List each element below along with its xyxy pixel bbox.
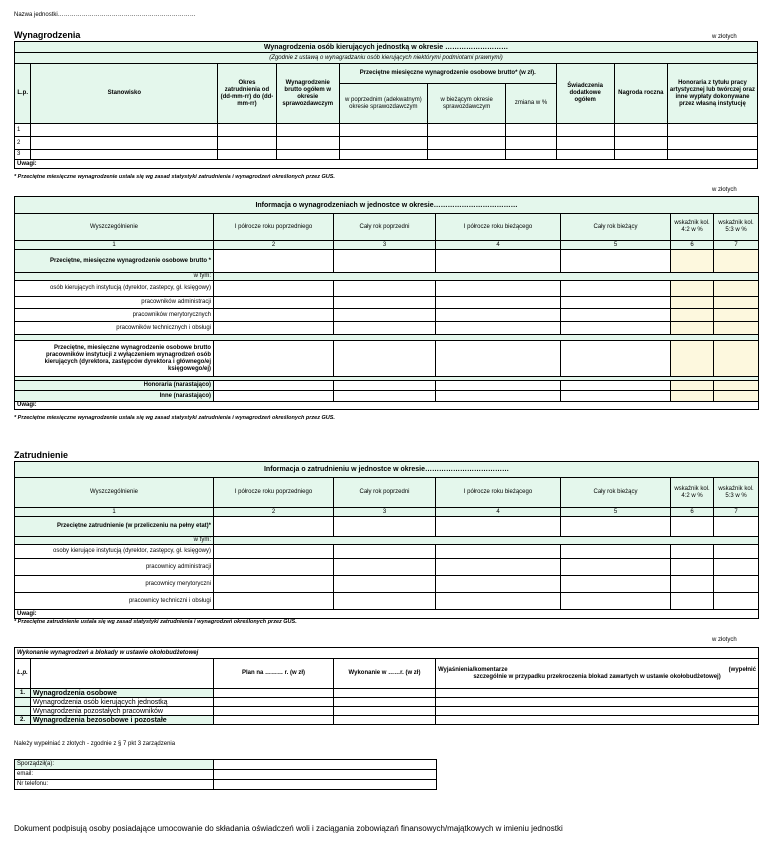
cell-input[interactable] [561, 559, 671, 576]
row-label: Wynagrodzenia bezosobowe i pozostałe [31, 716, 214, 725]
section-title-salaries: Wynagrodzenia [14, 30, 81, 40]
computed-cell [671, 309, 714, 322]
table-row [15, 381, 759, 391]
table-row [15, 517, 759, 537]
cell-input[interactable] [436, 517, 561, 537]
table-row [15, 559, 759, 576]
col-year-prev: Cały rok poprzedni [334, 478, 436, 508]
col-lp: L.p. [15, 659, 31, 689]
cell-input[interactable] [436, 698, 759, 707]
email-label: email: [15, 770, 214, 780]
table-subtitle: (Zgodnie z ustawą o wynagradzaniu osób kierujących niektórymi podmiotami prawnymi) [15, 53, 758, 64]
cell-input[interactable] [334, 559, 436, 576]
computed-cell [671, 593, 714, 610]
footnote: * Przeciętne miesięczne wynagrodzenie ustala się wg zasad statystyki zatrudnienia i wynagrodzeń określonych przez GUS. [14, 174, 335, 180]
computed-cell [714, 322, 759, 335]
computed-cell [714, 281, 759, 297]
footnote: * Przeciętne miesięczne wynagrodzenie ustala się wg zasad statystyki zatrudnienia i wynagrodzeń określonych przez GUS. [14, 415, 335, 421]
remarks-field[interactable]: Uwagi: [15, 610, 759, 619]
table-title: Wykonanie wynagrodzeń a blokady w ustawie okołobudżetowej [15, 648, 759, 659]
table-row [15, 297, 759, 309]
cell-input[interactable] [339, 124, 427, 137]
phone-label: Nr telefonu: [15, 780, 214, 790]
col-number: 3 [334, 241, 436, 250]
cell-input[interactable] [436, 707, 759, 716]
col-fees: Honoraria z tytułu pracy artystycznej lub twórczej oraz inne wypłaty dokonywane przez własną instytucję [667, 64, 757, 124]
cell-input[interactable] [556, 124, 614, 137]
cell-input[interactable] [214, 559, 334, 576]
budget-execution-table [14, 647, 759, 725]
col-number: 6 [671, 508, 714, 517]
cell-input[interactable] [506, 124, 556, 137]
cell-input[interactable] [561, 545, 671, 559]
computed-cell [671, 576, 714, 593]
cell-input[interactable] [214, 381, 334, 391]
col-award: Nagroda roczna [614, 64, 667, 124]
row-label: Przeciętne zatrudnienie (w przeliczeniu na pełny etat)* [15, 517, 214, 537]
col-number: 1 [15, 241, 214, 250]
column-numbers [15, 508, 759, 517]
unit-name: Nazwa jednostki…………………………………………………………… [14, 12, 196, 18]
cell-input[interactable] [561, 381, 671, 391]
remarks-field[interactable]: Uwagi: [15, 160, 758, 169]
cell-input[interactable] [561, 593, 671, 610]
col-index-2: wskaźnik kol. 5:3 w % [714, 214, 759, 241]
cell-input[interactable] [214, 593, 334, 610]
col-number: 6 [671, 241, 714, 250]
table-row [15, 322, 759, 335]
cell-input[interactable] [218, 150, 276, 160]
cell-input[interactable] [334, 517, 436, 537]
computed-cell [671, 322, 714, 335]
cell-input[interactable] [334, 281, 436, 297]
col-h1-prev: I półrocze roku poprzedniego [214, 214, 334, 241]
cell-input[interactable] [276, 124, 339, 137]
col-exec: Wykonanie w ……r. (w zł) [334, 659, 436, 689]
col-number: 5 [561, 241, 671, 250]
footer-note: Dokument podpisują osoby posiadające umocowanie do składania oświadczeń woli i zaciągania zobowiązań finansowych/majątkowych w imieniu jednostki [14, 824, 563, 833]
cell-input[interactable] [436, 309, 561, 322]
cell-input[interactable] [334, 689, 436, 698]
cell-input[interactable] [506, 150, 556, 160]
col-number: 7 [714, 508, 759, 517]
col-number: 3 [334, 508, 436, 517]
col-lp: L.p. [15, 64, 31, 124]
row-label: w tym: [15, 537, 214, 545]
cell-input[interactable] [214, 517, 334, 537]
employment-info-table [14, 461, 759, 619]
row-label: pracowników technicznych i obsługi [15, 322, 214, 335]
cell-input[interactable] [667, 150, 757, 160]
cell-input[interactable] [561, 576, 671, 593]
row-number [15, 707, 31, 716]
table-row [15, 341, 759, 377]
cell-input[interactable] [561, 341, 671, 377]
row-number: 3 [15, 150, 31, 160]
cell-input[interactable] [561, 297, 671, 309]
computed-cell [671, 281, 714, 297]
cell-input[interactable] [561, 281, 671, 297]
row-label: osób kierujących instytucją (dyrektor, zastepcy, gł. księgowy) [15, 281, 214, 297]
table-row [15, 309, 759, 322]
cell-input[interactable] [31, 124, 218, 137]
table-row [15, 698, 759, 707]
computed-cell [714, 391, 759, 402]
table-row [15, 707, 759, 716]
cell-input[interactable] [436, 593, 561, 610]
cell-input[interactable] [339, 150, 427, 160]
cell-input[interactable] [614, 124, 667, 137]
col-h1-prev: I półrocze roku poprzedniego [214, 478, 334, 508]
col-avg-group: Przeciętne miesięczne wynagrodzenie osobowe brutto* (w zł). [339, 64, 556, 84]
col-index-1: wskaźnik kol. 4:2 w % [671, 214, 714, 241]
table-title: Wynagrodzenia osób kierujących jednostką w okresie ……………………… [15, 42, 758, 53]
cell-input[interactable] [214, 707, 334, 716]
col-explanations-label: Wyjaśnienia/komentarze [438, 666, 508, 673]
computed-cell [714, 250, 759, 273]
cell-input[interactable] [276, 137, 339, 150]
managers-salary-table [14, 41, 758, 169]
cell-input[interactable] [436, 689, 759, 698]
column-numbers [15, 241, 759, 250]
computed-cell [714, 297, 759, 309]
col-period: Okres zatrudnienia od (dd-mm-rr) do (dd-mm-rr) [218, 64, 276, 124]
cell-input[interactable] [334, 381, 436, 391]
col-explanations [436, 659, 759, 689]
cell-input[interactable] [561, 391, 671, 402]
computed-cell [714, 517, 759, 537]
cell-input[interactable] [667, 137, 757, 150]
unit-label: w złotych [712, 187, 737, 193]
col-number: 2 [214, 241, 334, 250]
cell-input[interactable] [214, 341, 334, 377]
cell-input[interactable] [214, 698, 334, 707]
col-change: zmiana w % [506, 84, 556, 124]
prepared-by-field[interactable] [214, 760, 437, 770]
fill-note: Należy wypełniać z złotych - zgodnie z § 7 pkt 3 zarządzenia [14, 741, 176, 747]
table-row [15, 545, 759, 559]
cell-input[interactable] [436, 322, 561, 335]
contact-table [14, 759, 437, 790]
cell-input[interactable] [436, 545, 561, 559]
cell-input[interactable] [427, 137, 506, 150]
row-number: 1. [15, 689, 31, 698]
cell-input[interactable] [214, 309, 334, 322]
unit-label: w złotych [712, 637, 737, 643]
table-row [15, 250, 759, 273]
col-number: 4 [436, 241, 561, 250]
col-plan: Plan na ……… r. (w zł) [214, 659, 334, 689]
cell-input[interactable] [214, 689, 334, 698]
col-number: 5 [561, 508, 671, 517]
computed-cell [671, 250, 714, 273]
cell-input[interactable] [334, 576, 436, 593]
cell-input[interactable] [334, 593, 436, 610]
computed-cell [671, 391, 714, 402]
remarks-field[interactable]: Uwagi: [15, 402, 759, 410]
computed-cell [671, 381, 714, 391]
cell-input[interactable] [436, 250, 561, 273]
cell-input[interactable] [561, 322, 671, 335]
col-spec: Wyszczególnienie [15, 214, 214, 241]
col-year-curr: Cały rok bieżący [561, 214, 671, 241]
cell-input[interactable] [436, 559, 561, 576]
cell-input[interactable] [436, 716, 759, 725]
phone-field[interactable] [214, 780, 437, 790]
cell-input[interactable] [334, 297, 436, 309]
cell-input[interactable] [31, 137, 218, 150]
blank-header [31, 659, 214, 689]
cell-input[interactable] [561, 250, 671, 273]
cell-input[interactable] [214, 716, 334, 725]
col-year-prev: Cały rok poprzedni [334, 214, 436, 241]
row-label: pracownicy techniczni i obsługi [15, 593, 214, 610]
cell-input[interactable] [339, 137, 427, 150]
cell-input[interactable] [427, 124, 506, 137]
table-row [15, 593, 759, 610]
cell-input[interactable] [214, 250, 334, 273]
row-number: 2. [15, 716, 31, 725]
col-index-1: wskaźnik kol. 4:2 w % [671, 478, 714, 508]
cell-input[interactable] [334, 698, 436, 707]
table-row [15, 716, 759, 725]
row-label: osoby kierujące instytucją (dyrektor, zastępcy, gł. księgowy) [15, 545, 214, 559]
col-h1-curr: I półrocze roku bieżącego [436, 478, 561, 508]
col-avg-curr: w bieżącym okresie sprawozdawczym [427, 84, 506, 124]
cell-input[interactable] [427, 150, 506, 160]
row-number: 2 [15, 137, 31, 150]
cell-input[interactable] [436, 341, 561, 377]
col-number: 1 [15, 508, 214, 517]
email-field[interactable] [214, 770, 437, 780]
computed-cell [714, 341, 759, 377]
row-number: 1 [15, 124, 31, 137]
cell-input[interactable] [214, 391, 334, 402]
row-label: Wynagrodzenia osób kierujących jednostką [31, 698, 214, 707]
cell-input[interactable] [334, 545, 436, 559]
cell-input[interactable] [214, 281, 334, 297]
row-label: pracownicy merytoryczni [15, 576, 214, 593]
cell-input[interactable] [436, 576, 561, 593]
row-label: Wynagrodzenia pozostałych pracowników [31, 707, 214, 716]
col-position: Stanowisko [31, 64, 218, 124]
cell-input[interactable] [506, 137, 556, 150]
col-number: 7 [714, 241, 759, 250]
table-row [15, 281, 759, 297]
computed-cell [671, 559, 714, 576]
row-label: Przeciętne, miesięczne wynagrodzenie osobowe brutto pracowników instytucji z wyłączeniem wynagrodzeń osób kierujących (dyrektora, zastępców dyrektora i głównego/ej księgowego/ej) [15, 341, 214, 377]
computed-cell [671, 297, 714, 309]
computed-cell [714, 545, 759, 559]
cell-input[interactable] [436, 281, 561, 297]
row-label: Wynagrodzenia osobowe [31, 689, 214, 698]
footnote: * Przeciętne zatrudnienie ustala się wg zasad statystyki zatrudnienia i wynagrodzeń określonych przez GUS. [14, 619, 297, 625]
computed-cell [671, 517, 714, 537]
col-explanations-label: szczególnie w przypadku przekroczenia blokad zawartych w ustawie okołobudżetowej) [473, 673, 721, 680]
table-title: Informacja o zatrudnieniu w jednostce w okresie……………………………… [15, 462, 759, 478]
row-label: w tym: [15, 273, 214, 281]
cell-input[interactable] [334, 716, 436, 725]
computed-cell [714, 593, 759, 610]
prepared-by-label: Sporządził(a): [15, 760, 214, 770]
cell-input[interactable] [214, 297, 334, 309]
cell-input[interactable] [214, 576, 334, 593]
cell-input[interactable] [614, 150, 667, 160]
row-label: pracowników administracji [15, 297, 214, 309]
row-label: Przeciętne, miesięczne wynagrodzenie osobowe brutto * [15, 250, 214, 273]
salary-info-table [14, 196, 759, 410]
cell-input[interactable] [214, 545, 334, 559]
cell-input[interactable] [667, 124, 757, 137]
cell-input[interactable] [561, 309, 671, 322]
table-title: Informacja o wynagrodzeniach w jednostce w okresie……………………………… [15, 197, 759, 214]
cell-input[interactable] [556, 137, 614, 150]
cell-input[interactable] [436, 381, 561, 391]
section-title-employment: Zatrudnienie [14, 450, 69, 460]
computed-cell [714, 576, 759, 593]
computed-cell [671, 545, 714, 559]
spacer-cell [214, 273, 759, 281]
table-row [15, 124, 758, 137]
row-label: pracownicy administracji [15, 559, 214, 576]
table-row [15, 391, 759, 402]
unit-label: w złotych [712, 34, 737, 40]
cell-input[interactable] [218, 124, 276, 137]
cell-input[interactable] [218, 137, 276, 150]
table-row [15, 137, 758, 150]
col-gross: Wynagrodzenie brutto ogółem w okresie sprawozdawczym [276, 64, 339, 124]
cell-input[interactable] [334, 341, 436, 377]
col-year-curr: Cały rok bieżący [561, 478, 671, 508]
table-row [15, 576, 759, 593]
cell-input[interactable] [334, 707, 436, 716]
cell-input[interactable] [31, 150, 218, 160]
cell-input[interactable] [436, 297, 561, 309]
computed-cell [671, 341, 714, 377]
computed-cell [714, 559, 759, 576]
cell-input[interactable] [334, 309, 436, 322]
cell-input[interactable] [556, 150, 614, 160]
table-row [15, 689, 759, 698]
row-label: Inne (narastająco) [15, 391, 214, 402]
cell-input[interactable] [214, 322, 334, 335]
table-row [15, 150, 758, 160]
cell-input[interactable] [334, 250, 436, 273]
cell-input[interactable] [561, 517, 671, 537]
row-label: Honoraria (narastająco) [15, 381, 214, 391]
col-benefits: Świadczenia dodatkowe ogółem [556, 64, 614, 124]
col-avg-prev: w poprzednim (adekwatnym) okresie sprawozdawczym [339, 84, 427, 124]
cell-input[interactable] [436, 391, 561, 402]
col-spec: Wyszczególnienie [15, 478, 214, 508]
row-number [15, 698, 31, 707]
computed-cell [714, 381, 759, 391]
cell-input[interactable] [334, 391, 436, 402]
cell-input[interactable] [276, 150, 339, 160]
col-number: 2 [214, 508, 334, 517]
row-label: pracowników merytorycznych [15, 309, 214, 322]
col-h1-curr: I półrocze roku bieżącego [436, 214, 561, 241]
spacer-cell [214, 537, 759, 545]
col-explanations-label: (wypełnić [728, 666, 757, 673]
col-index-2: wskaźnik kol. 5:3 w % [714, 478, 759, 508]
cell-input[interactable] [614, 137, 667, 150]
cell-input[interactable] [334, 322, 436, 335]
computed-cell [714, 309, 759, 322]
col-number: 4 [436, 508, 561, 517]
